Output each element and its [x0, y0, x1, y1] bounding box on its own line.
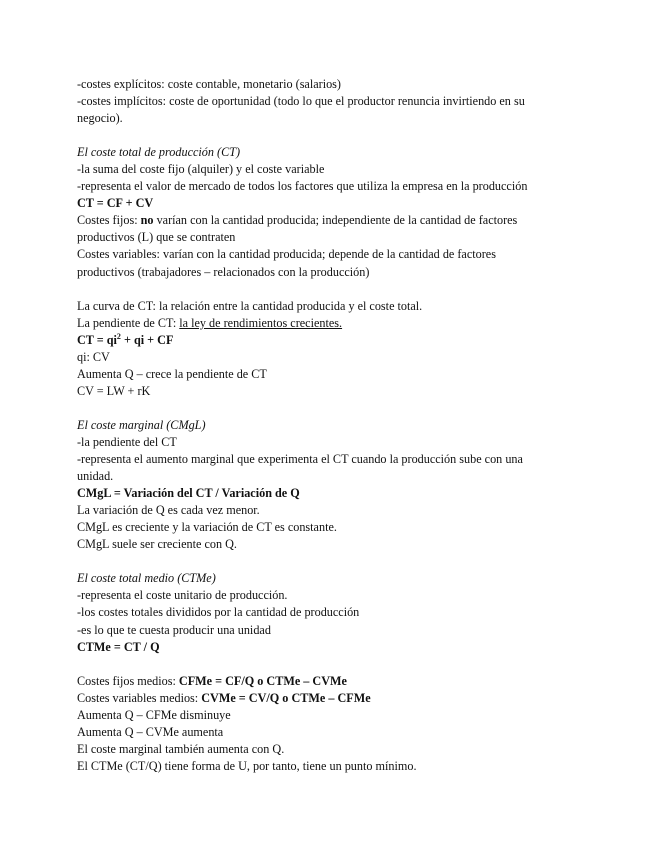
- text-line: La variación de Q es cada vez menor.: [77, 503, 260, 518]
- text-line: Aumenta Q – CVMe aumenta: [77, 724, 224, 739]
- text-line: -es lo que te cuesta producir una unidad: [77, 622, 271, 637]
- document-body: [77, 76, 577, 775]
- text-line: CV = LW + rK: [77, 383, 151, 398]
- formula: CMgL = Variación del CT / Variación de Q: [77, 486, 300, 501]
- spacer: [77, 656, 577, 673]
- text-line: CMgL es creciente y la variación de CT es constante.: [77, 520, 337, 535]
- formula: CT = CF + CV: [77, 196, 154, 211]
- text-line: -representa el coste unitario de producción.: [77, 588, 288, 603]
- spacer: [77, 281, 577, 298]
- spacer: [77, 400, 577, 417]
- text-line: productivos (trabajadores – relacionados con la producción): [77, 264, 370, 279]
- text-line: -la pendiente del CT: [77, 434, 177, 449]
- text-span: Costes fijos medios:: [77, 673, 179, 688]
- underlined-text: la ley de rendimientos crecientes.: [179, 315, 343, 330]
- spacer: [77, 127, 577, 144]
- spacer: [77, 553, 577, 570]
- text-line: productivos (L) que se contraten: [77, 230, 236, 245]
- text-line: [77, 315, 577, 332]
- text-line: negocio).: [77, 111, 123, 126]
- formula: [77, 332, 577, 349]
- text-line: -costes implícitos: coste de oportunidad (todo lo que el productor renuncia invirtiendo en su: [77, 94, 525, 109]
- section-heading: El coste marginal (CMgL): [77, 417, 206, 432]
- text-line: -representa el valor de mercado de todos los factores que utiliza la empresa en la producción: [77, 179, 528, 194]
- text-line: [77, 673, 577, 690]
- text-line: La curva de CT: la relación entre la cantidad producida y el coste total.: [77, 298, 423, 313]
- formula-part: CT = qi: [77, 332, 117, 347]
- formula: CVMe = CV/Q o CTMe – CFMe: [201, 690, 371, 705]
- text-span: La pendiente de CT:: [77, 315, 180, 330]
- text-line: El CTMe (CT/Q) tiene forma de U, por tanto, tiene un punto mínimo.: [77, 758, 417, 773]
- text-line: Costes variables: varían con la cantidad producida; depende de la cantidad de factores: [77, 247, 496, 262]
- text-line: [77, 690, 577, 707]
- text-line: -la suma del coste fijo (alquiler) y el coste variable: [77, 162, 325, 177]
- text-line: Aumenta Q – crece la pendiente de CT: [77, 366, 267, 381]
- text-line: qi: CV: [77, 349, 110, 364]
- formula: CTMe = CT / Q: [77, 639, 160, 654]
- text-line: El coste marginal también aumenta con Q.: [77, 741, 285, 756]
- text-span: Costes fijos:: [77, 213, 141, 228]
- text-line: -costes explícitos: coste contable, monetario (salarios): [77, 77, 341, 91]
- section-heading: El coste total de producción (CT): [77, 145, 241, 160]
- section-heading: El coste total medio (CTMe): [77, 571, 216, 586]
- emphasis: no: [140, 213, 154, 228]
- text-line: -los costes totales divididos por la cantidad de producción: [77, 605, 360, 620]
- text-line: unidad.: [77, 469, 114, 484]
- formula: CFMe = CF/Q o CTMe – CVMe: [178, 673, 347, 688]
- text-line: Aumenta Q – CFMe disminuye: [77, 707, 231, 722]
- text-line: [77, 212, 577, 229]
- text-line: -representa el aumento marginal que experimenta el CT cuando la producción sube con una: [77, 452, 523, 467]
- text-line: CMgL suele ser creciente con Q.: [77, 537, 237, 552]
- text-span: Costes variables medios:: [77, 690, 202, 705]
- text-span: varían con la cantidad producida; independiente de la cantidad de factores: [153, 213, 518, 228]
- formula-part: + qi + CF: [120, 332, 174, 347]
- superscript: 2: [116, 331, 121, 341]
